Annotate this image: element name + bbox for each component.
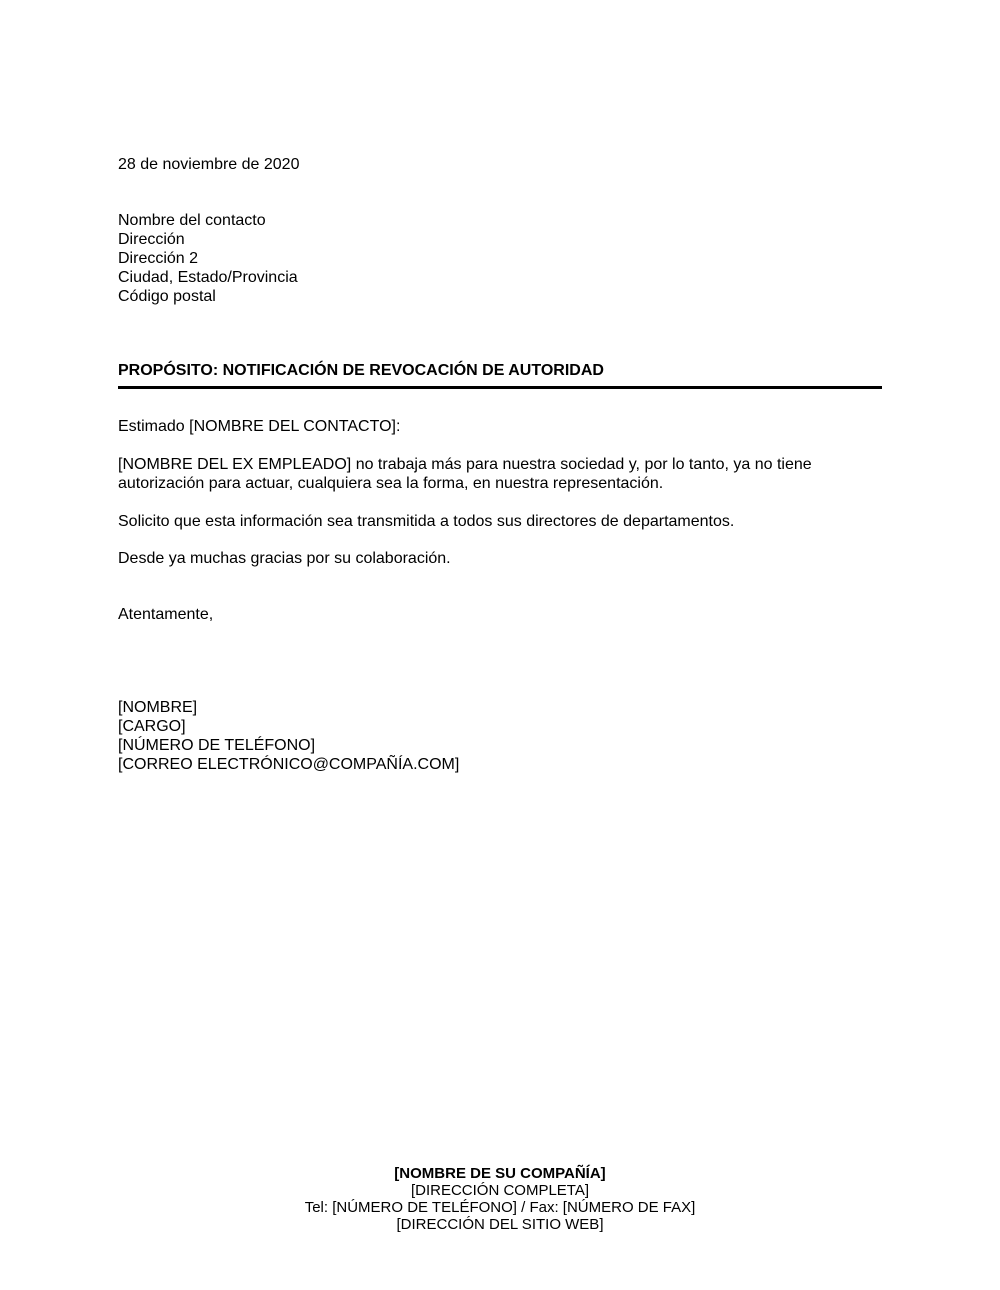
body-paragraph-1 — [118, 455, 812, 493]
recipient-address-line-2: Dirección 2 — [118, 250, 199, 267]
footer-website: [DIRECCIÓN DEL SITIO WEB] — [396, 1216, 604, 1233]
signature-block — [118, 698, 459, 774]
recipient-address-block — [118, 211, 298, 306]
footer-contact: Tel: [NÚMERO DE TELÉFONO] / Fax: [NÚMERO DE FAX] — [304, 1199, 696, 1216]
letterhead-footer — [0, 1165, 1000, 1233]
letter-date: 28 de noviembre de 2020 — [118, 156, 300, 173]
recipient-address-line-1: Dirección — [118, 231, 185, 248]
footer-address: [DIRECCIÓN COMPLETA] — [410, 1182, 590, 1199]
recipient-postal-code: Código postal — [118, 288, 216, 305]
body-paragraph-2: Solicito que esta información sea transmitida a todos sus directores de departamentos. — [118, 513, 735, 530]
signature-phone: [NÚMERO DE TELÉFONO] — [118, 737, 316, 754]
letter-closing: Atentamente, — [118, 606, 214, 623]
recipient-city-state: Ciudad, Estado/Provincia — [118, 269, 298, 286]
subject-divider — [118, 386, 882, 389]
body-paragraph-3: Desde ya muchas gracias por su colaboración. — [118, 550, 451, 567]
signature-name: [NOMBRE] — [118, 699, 198, 716]
recipient-name: Nombre del contacto — [118, 212, 266, 229]
body-paragraph-1-line-2: autorización para actuar, cualquiera sea la forma, en nuestra representación. — [118, 475, 664, 492]
body-paragraph-1-line-1: [NOMBRE DEL EX EMPLEADO] no trabaja más para nuestra sociedad y, por lo tanto, ya no tiene — [118, 456, 812, 473]
footer-company-name: [NOMBRE DE SU COMPAÑÍA] — [394, 1165, 606, 1182]
letter-salutation: Estimado [NOMBRE DEL CONTACTO]: — [118, 418, 401, 435]
signature-title: [CARGO] — [118, 718, 186, 735]
letter-subject: PROPÓSITO: NOTIFICACIÓN DE REVOCACIÓN DE AUTORIDAD — [118, 362, 604, 379]
signature-email: [CORREO ELECTRÓNICO@COMPAÑÍA.COM] — [118, 756, 460, 773]
